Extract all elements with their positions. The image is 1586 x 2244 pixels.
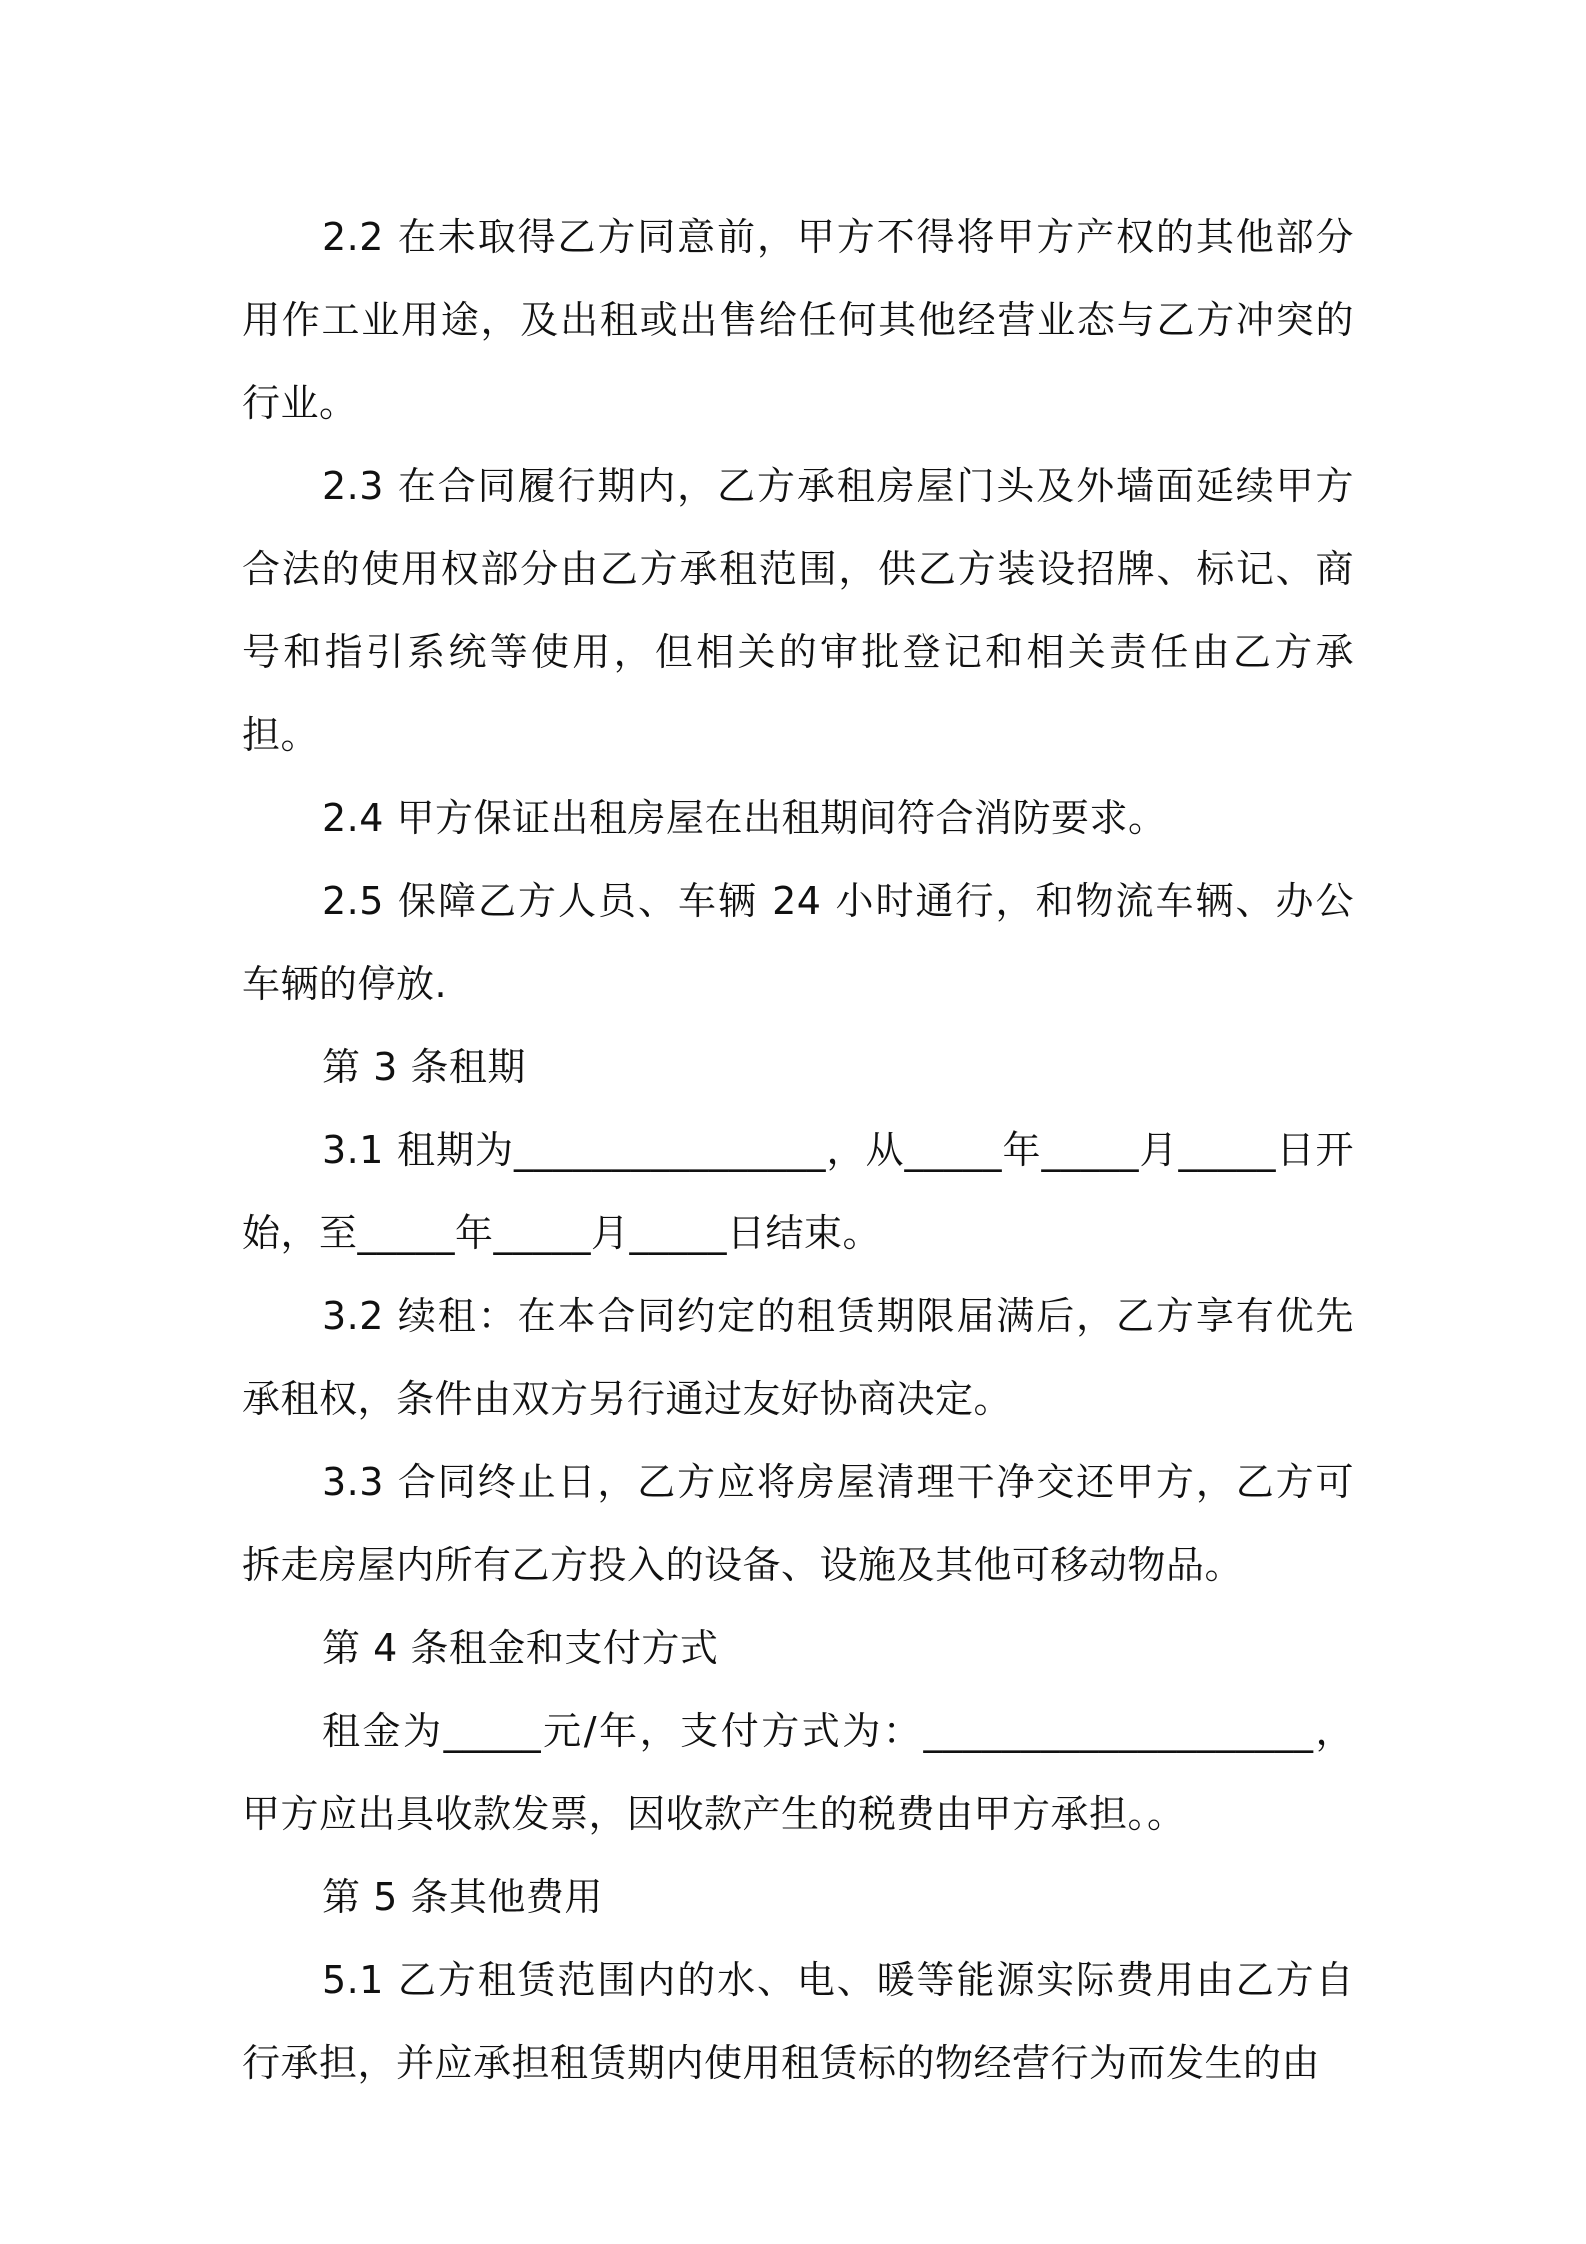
article-4-heading: 第 4 条租金和支付方式 bbox=[322, 1626, 719, 1670]
clause-3-1: 3.1 租期为________________，从_____年_____月_____日开始，至_____年_____月_____日结束。 bbox=[242, 1128, 1354, 1255]
clause-5-1: 5.1 乙方租赁范围内的水、电、暖等能源实际费用由乙方自行承担，并应承担租赁期内使用租赁标的物经营行为而发生的由 bbox=[242, 1958, 1354, 2085]
clause-2-3: 2.3 在合同履行期内，乙方承租房屋门头及外墙面延续甲方合法的使用权部分由乙方承租范围，供乙方装设招牌、标记、商号和指引系统等使用，但相关的审批登记和相关责任由乙方承担。 bbox=[242, 464, 1354, 757]
clause-2-4: 2.4 甲方保证出租房屋在出租期间符合消防要求。 bbox=[322, 796, 1167, 840]
article-3-heading: 第 3 条租期 bbox=[322, 1045, 526, 1089]
clause-3-3: 3.3 合同终止日，乙方应将房屋清理干净交还甲方，乙方可拆走房屋内所有乙方投入的设备、设施及其他可移动物品。 bbox=[242, 1460, 1354, 1587]
clause-2-5: 2.5 保障乙方人员、车辆 24 小时通行，和物流车辆、办公车辆的停放. bbox=[242, 879, 1354, 1006]
article-5-heading: 第 5 条其他费用 bbox=[322, 1875, 603, 1919]
document-body bbox=[242, 196, 1354, 2105]
clause-3-2: 3.2 续租：在本合同约定的租赁期限届满后，乙方享有优先承租权，条件由双方另行通过友好协商决定。 bbox=[242, 1294, 1354, 1421]
clause-2-2: 2.2 在未取得乙方同意前，甲方不得将甲方产权的其他部分用作工业用途，及出租或出售给任何其他经营业态与乙方冲突的行业。 bbox=[242, 215, 1354, 425]
rent-payment-clause: 租金为_____元/年，支付方式为：____________________，甲方应出具收款发票，因收款产生的税费由甲方承担。。 bbox=[242, 1709, 1354, 1836]
